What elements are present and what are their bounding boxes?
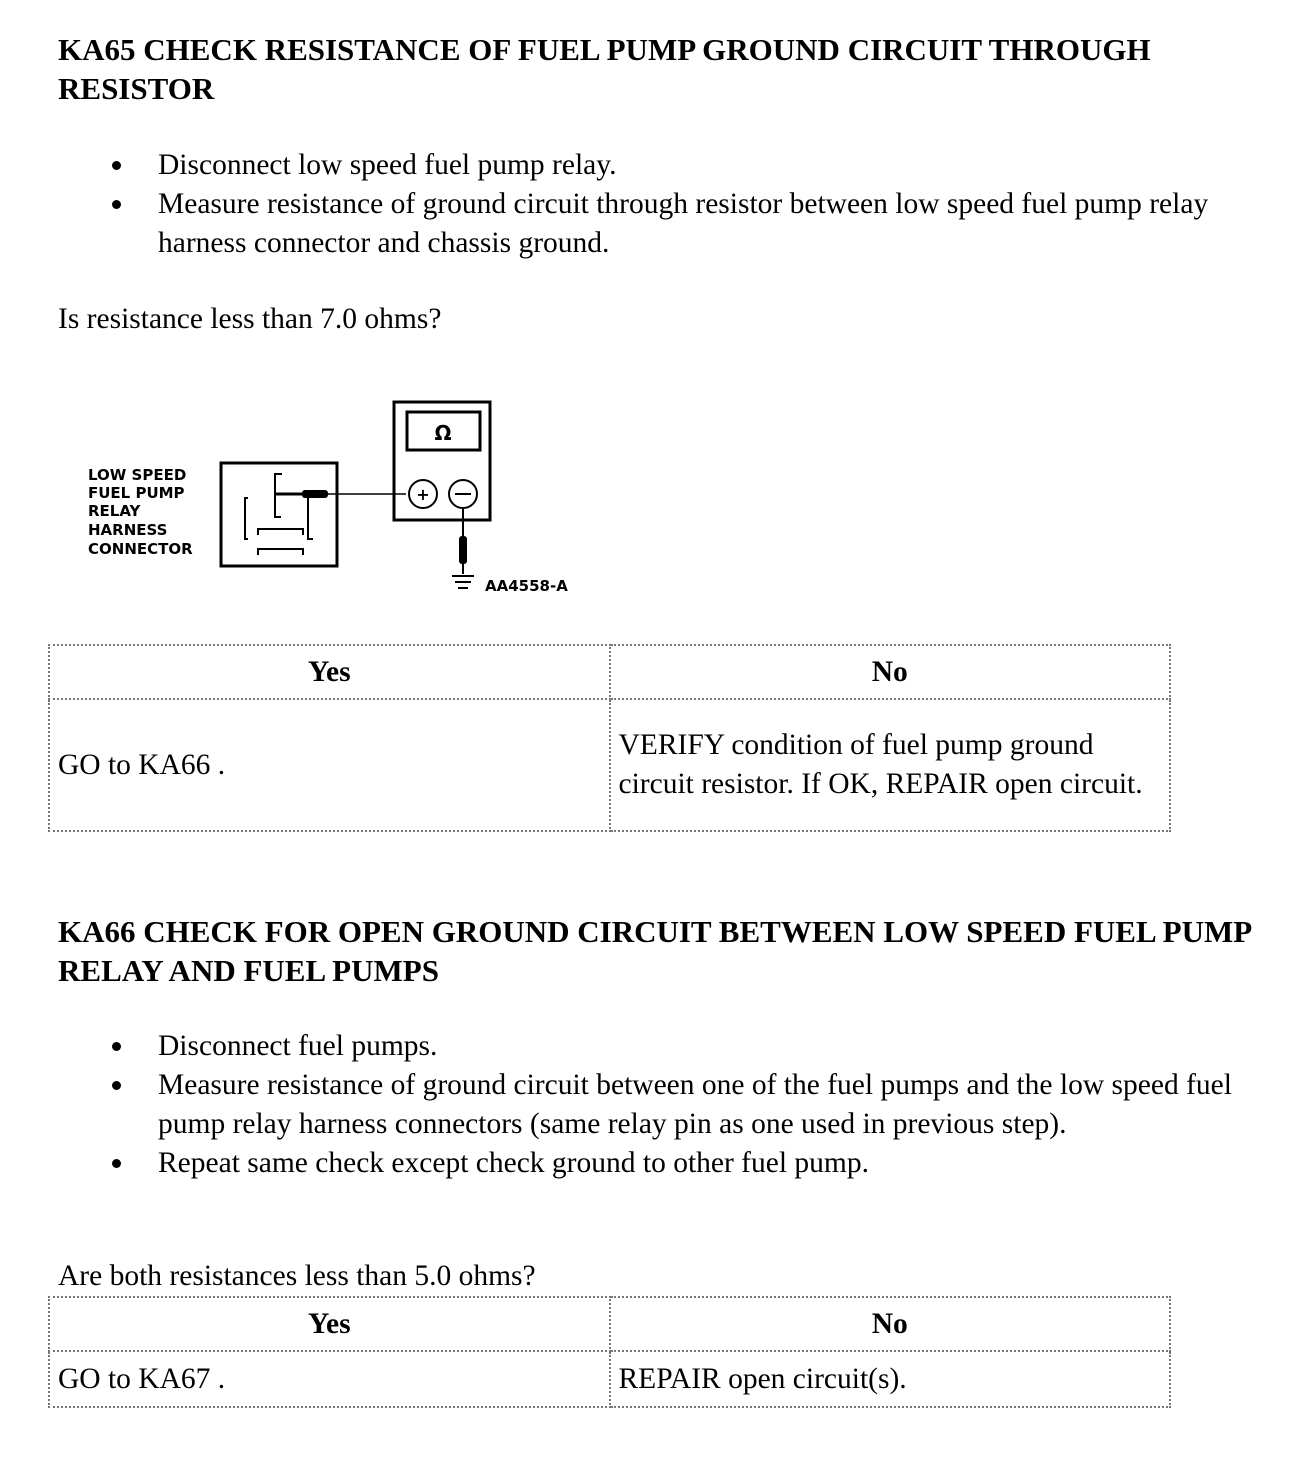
header-yes: Yes <box>49 645 610 699</box>
table-row <box>49 699 1170 831</box>
header-yes: Yes <box>49 1297 610 1351</box>
list-item: Measure resistance of ground circuit between one of the fuel pumps and the low speed fuel pump relay harness connectors (same relay pin as one used in previous step). <box>58 1066 1268 1144</box>
svg-text:FUEL PUMP: FUEL PUMP <box>88 484 185 502</box>
ohmmeter-icon <box>394 402 490 520</box>
test-diagram <box>82 398 582 608</box>
ohm-symbol: Ω <box>434 421 452 445</box>
positive-terminal: + <box>416 485 430 504</box>
table-header-row <box>49 1297 1170 1351</box>
result-table-ka65 <box>48 644 1171 832</box>
cell-no-action: REPAIR open circuit(s). <box>610 1351 1171 1407</box>
cell-no-action: VERIFY condition of fuel pump ground circuit resistor. If OK, REPAIR open circuit. <box>610 699 1171 831</box>
bullet-icon <box>112 1081 121 1090</box>
header-no: No <box>610 645 1171 699</box>
instruction-list-ka66 <box>58 1027 1268 1183</box>
section-heading-ka66: KA66 CHECK FOR OPEN GROUND CIRCUIT BETWEEN LOW SPEED FUEL PUMP RELAY AND FUEL PUMPS <box>58 914 1251 988</box>
list-item: Disconnect fuel pumps. <box>58 1027 1268 1066</box>
svg-text:RELAY: RELAY <box>88 502 141 520</box>
list-item: Repeat same check except check ground to other fuel pump. <box>58 1144 1268 1183</box>
question-ka65: Is resistance less than 7.0 ohms? <box>58 303 442 335</box>
section-heading-ka65: KA65 CHECK RESISTANCE OF FUEL PUMP GROUND CIRCUIT THROUGH RESISTOR <box>58 32 1151 106</box>
svg-text:HARNESS: HARNESS <box>88 521 168 539</box>
relay-connector-icon <box>221 463 337 566</box>
list-item: Measure resistance of ground circuit through resistor between low speed fuel pump relay harness connector and chassis ground. <box>58 185 1268 263</box>
result-table-ka66 <box>48 1296 1171 1408</box>
list-item: Disconnect low speed fuel pump relay. <box>58 146 1268 185</box>
table-row <box>49 1351 1170 1407</box>
svg-text:CONNECTOR: CONNECTOR <box>88 540 193 558</box>
instruction-list-ka65 <box>58 146 1268 263</box>
bullet-icon <box>112 1159 121 1168</box>
cell-yes-action[interactable]: GO to KA66 . <box>49 699 610 831</box>
svg-text:LOW SPEED: LOW SPEED <box>88 466 187 484</box>
header-no: No <box>610 1297 1171 1351</box>
question-ka66: Are both resistances less than 5.0 ohms? <box>58 1260 536 1292</box>
connector-label <box>88 466 193 558</box>
bullet-icon <box>112 200 121 209</box>
diagram-svg <box>82 398 582 603</box>
bullet-icon <box>112 1042 121 1051</box>
cell-yes-action[interactable]: GO to KA67 . <box>49 1351 610 1407</box>
bullet-icon <box>112 161 121 170</box>
figure-id: AA4558-A <box>485 577 568 595</box>
table-header-row <box>49 645 1170 699</box>
